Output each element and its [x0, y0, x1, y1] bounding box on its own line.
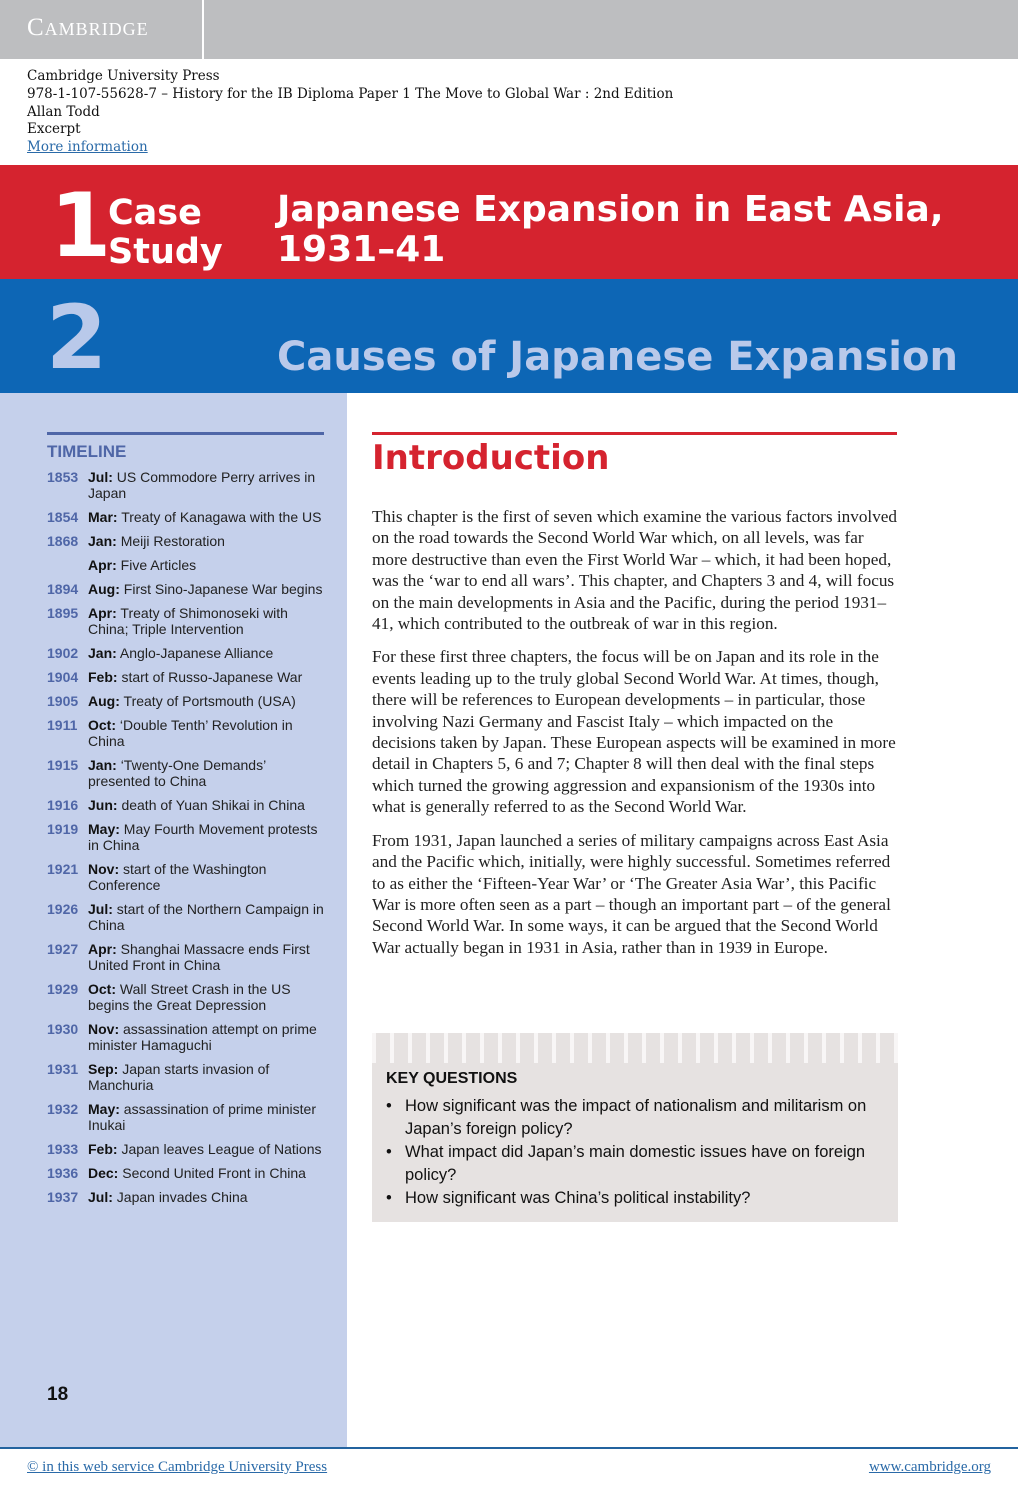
publisher: Cambridge University Press [27, 68, 220, 84]
timeline-month: Jun: [88, 797, 118, 813]
timeline-text: Treaty of Shimonoseki with China; Triple Intervention [88, 605, 288, 637]
timeline-year: 1931 [47, 1061, 79, 1077]
timeline-item [47, 941, 327, 973]
timeline-text: Shanghai Massacre ends First United Front in China [88, 941, 310, 973]
timeline-item [47, 797, 327, 813]
timeline-text: start of Russo-Japanese War [121, 669, 303, 685]
intro-body [372, 506, 900, 970]
timeline-item [47, 757, 327, 789]
timeline-year: 1930 [47, 1021, 79, 1037]
paragraph: For these first three chapters, the focus will be on Japan and its role in the events leading up to the truly global Second World War. At times, though, there will be references to European developments – in particular, those involving Nazi Germany and Fascist Italy – which impacted on the decisions taken by Japan. These European aspects will be examined in more detail in Chapters 5, 6 and 7; Chapter 8 will then deal with the final steps which turned the growing aggression and expansionism of the 1930s into what is generally referred to as the Second World War. [372, 647, 896, 817]
timeline-year [47, 557, 88, 573]
timeline-month: Oct: [88, 981, 116, 997]
timeline-year: 1933 [47, 1141, 79, 1157]
timeline-item [47, 605, 327, 637]
intro-heading: Introduction [372, 438, 610, 478]
timeline-month: Apr: [88, 605, 117, 621]
timeline-text: Meiji Restoration [120, 533, 225, 549]
timeline-item [47, 901, 327, 933]
timeline-item [47, 669, 327, 685]
timeline-item [47, 981, 327, 1013]
timeline-year: 1926 [47, 901, 79, 917]
chapter-title: Causes of Japanese Expansion [277, 334, 958, 380]
timeline-event [88, 861, 327, 893]
timeline-event [88, 1061, 327, 1093]
timeline-year: 1868 [47, 533, 79, 549]
timeline-item [47, 1101, 327, 1133]
paragraph: From 1931, Japan launched a series of military campaigns across East Asia and the Pacific which, initially, were highly successful. Sometimes referred to as either the ‘Fifteen-Year War’ or ‘The Greater Asia War’, this Pacific War is more often seen as a part – though an important part – of the general Second World War. In some ways, it can be argued that the Second World War actually began in 1931 in Asia, rather than in 1939 in Europe. [372, 830, 891, 957]
timeline-month: Aug: [88, 581, 120, 597]
timeline-event [88, 821, 327, 853]
timeline-text: ‘Double Tenth’ Revolution in China [88, 717, 293, 749]
timeline-text: US Commodore Perry arrives in Japan [88, 469, 316, 501]
timeline-text: Japan starts invasion of Manchuria [88, 1061, 270, 1093]
timeline-year: 1927 [47, 941, 79, 957]
timeline-month: Jan: [88, 533, 117, 549]
website-link[interactable]: www.cambridge.org [868, 1459, 991, 1475]
timeline-rule [47, 432, 324, 435]
timeline-heading: TIMELINE [47, 442, 127, 461]
timeline-event [88, 901, 327, 933]
timeline-year: 1915 [47, 757, 79, 773]
decorative-banner-image [372, 1033, 898, 1063]
timeline-item [47, 469, 327, 501]
timeline-year: 1929 [47, 981, 79, 997]
timeline-item [47, 717, 327, 749]
key-questions-box [372, 1033, 898, 1222]
more-information-link[interactable]: More information [27, 139, 148, 156]
title-line-2: 1931–41 [277, 229, 446, 270]
timeline-year: 1919 [47, 821, 79, 837]
intro-rule [372, 432, 897, 435]
timeline-item [47, 645, 327, 661]
timeline-event [88, 1141, 322, 1157]
timeline-month: Apr: [88, 941, 117, 957]
timeline-year: 1937 [47, 1189, 79, 1205]
timeline-item [47, 1021, 327, 1053]
timeline-month: May: [88, 1101, 120, 1117]
timeline-item [47, 1165, 327, 1181]
timeline-month: Jul: [88, 901, 113, 917]
timeline-text: Five Articles [120, 557, 197, 573]
timeline-text: start of the Northern Campaign in China [88, 901, 324, 933]
timeline-text: start of the Washington Conference [88, 861, 267, 893]
timeline-year: 1932 [47, 1101, 79, 1117]
timeline-item [47, 821, 327, 853]
timeline-event [88, 605, 327, 637]
top-bar [0, 0, 1018, 59]
timeline-event [88, 533, 225, 549]
timeline-text: death of Yuan Shikai in China [121, 797, 305, 813]
timeline-text: May Fourth Movement protests in China [88, 821, 318, 853]
key-questions-list [386, 1095, 886, 1210]
timeline-month: Jan: [88, 645, 117, 661]
timeline-month: Feb: [88, 1141, 118, 1157]
timeline-month: Mar: [88, 509, 118, 525]
timeline-item [47, 581, 327, 597]
timeline-event [88, 941, 327, 973]
timeline-text: Treaty of Portsmouth (USA) [123, 693, 296, 709]
timeline-item [47, 1061, 327, 1093]
timeline-year: 1936 [47, 1165, 79, 1181]
copyright-link[interactable]: © in this web service Cambridge University Press [27, 1459, 328, 1475]
timeline-event [88, 645, 273, 661]
timeline-month: Dec: [88, 1165, 119, 1181]
timeline-year: 1894 [47, 581, 79, 597]
timeline-event [88, 1021, 327, 1053]
timeline-event [88, 669, 302, 685]
timeline-event [88, 1101, 327, 1133]
key-question: • What impact did Japan’s main domestic issues have on foreign policy? [386, 1141, 886, 1187]
timeline-text: assassination of prime minister Inukai [88, 1101, 316, 1133]
timeline-year: 1911 [47, 717, 78, 733]
case-study-label [108, 194, 223, 272]
timeline-item [47, 693, 327, 709]
timeline-text: First Sino-Japanese War begins [123, 581, 323, 597]
timeline-text: Japan leaves League of Nations [121, 1141, 322, 1157]
timeline-year: 1853 [47, 469, 79, 485]
timeline-item [47, 861, 327, 893]
timeline-event [88, 509, 321, 525]
key-question: • How significant was the impact of nationalism and militarism on Japan’s foreign policy? [386, 1095, 886, 1141]
timeline-event [88, 981, 327, 1013]
key-question: • How significant was China’s political instability? [386, 1187, 886, 1210]
timeline-year: 1895 [47, 605, 79, 621]
timeline-text: ‘Twenty-One Demands’ presented to China [88, 757, 266, 789]
page-number: 18 [47, 1384, 69, 1405]
timeline-year: 1902 [47, 645, 79, 661]
timeline-year: 1916 [47, 797, 79, 813]
timeline-text: Treaty of Kanagawa with the US [121, 509, 322, 525]
timeline-month: Nov: [88, 861, 120, 877]
timeline-event [88, 757, 327, 789]
excerpt-label: Excerpt [27, 121, 81, 138]
timeline-text: Anglo-Japanese Alliance [119, 645, 274, 661]
timeline-month: May: [88, 821, 120, 837]
timeline-event [88, 469, 327, 501]
timeline-item [47, 1189, 327, 1205]
case-study-number: 1 [50, 174, 112, 277]
timeline-event [88, 557, 196, 573]
timeline-month: Sep: [88, 1061, 119, 1077]
author: Allan Todd [27, 103, 100, 120]
isbn-title: 978-1-107-55628-7 – History for the IB Diploma Paper 1 The Move to Global War : 2nd Edition [27, 85, 674, 102]
timeline-year: 1905 [47, 693, 79, 709]
footer-rule [0, 1447, 1018, 1449]
timeline-month: Jan: [88, 757, 117, 773]
timeline-event [88, 797, 305, 813]
timeline-month: Feb: [88, 669, 118, 685]
book-info [27, 68, 673, 157]
timeline-year: 1904 [47, 669, 79, 685]
case-study-title [277, 190, 944, 270]
case-label: Case [108, 193, 202, 233]
timeline-item [47, 509, 327, 525]
timeline-text: Wall Street Crash in the US begins the Great Depression [88, 981, 291, 1013]
timeline-text: assassination attempt on prime minister Hamaguchi [88, 1021, 317, 1053]
timeline-month: Jul: [88, 469, 113, 485]
timeline-item [47, 533, 327, 549]
timeline-text: Second United Front in China [122, 1165, 306, 1181]
timeline-month: Apr: [88, 557, 117, 573]
timeline-event [88, 1165, 306, 1181]
timeline-month: Nov: [88, 1021, 120, 1037]
cambridge-logo: Cambridge [0, 0, 204, 59]
timeline-text: Japan invades China [116, 1189, 248, 1205]
study-label: Study [108, 232, 223, 272]
paragraph: This chapter is the first of seven which examine the various factors involved on the road towards the Second World War which, on all levels, was far more destructive than even the First World War – which, it had been hoped, was the ‘war to end all wars’. This chapter, and Chapters 3 and 4, will focus on the main developments in Asia and the Pacific, during the period 1931–41, which contributed to the outbreak of war in this region. [372, 507, 898, 634]
timeline-month: Aug: [88, 693, 120, 709]
timeline-year: 1921 [47, 861, 79, 877]
timeline-item [47, 1141, 327, 1157]
key-questions-heading: KEY QUESTIONS [386, 1070, 518, 1087]
timeline-event [88, 1189, 248, 1205]
timeline-event [88, 693, 296, 709]
timeline-item [47, 557, 327, 573]
timeline-month: Jul: [88, 1189, 113, 1205]
timeline-year: 1854 [47, 509, 79, 525]
timeline-event [88, 581, 322, 597]
timeline-month: Oct: [88, 717, 116, 733]
title-line-1: Japanese Expansion in East Asia, [277, 189, 944, 230]
chapter-number: 2 [46, 286, 108, 389]
timeline-list [47, 469, 327, 1213]
timeline-event [88, 717, 327, 749]
